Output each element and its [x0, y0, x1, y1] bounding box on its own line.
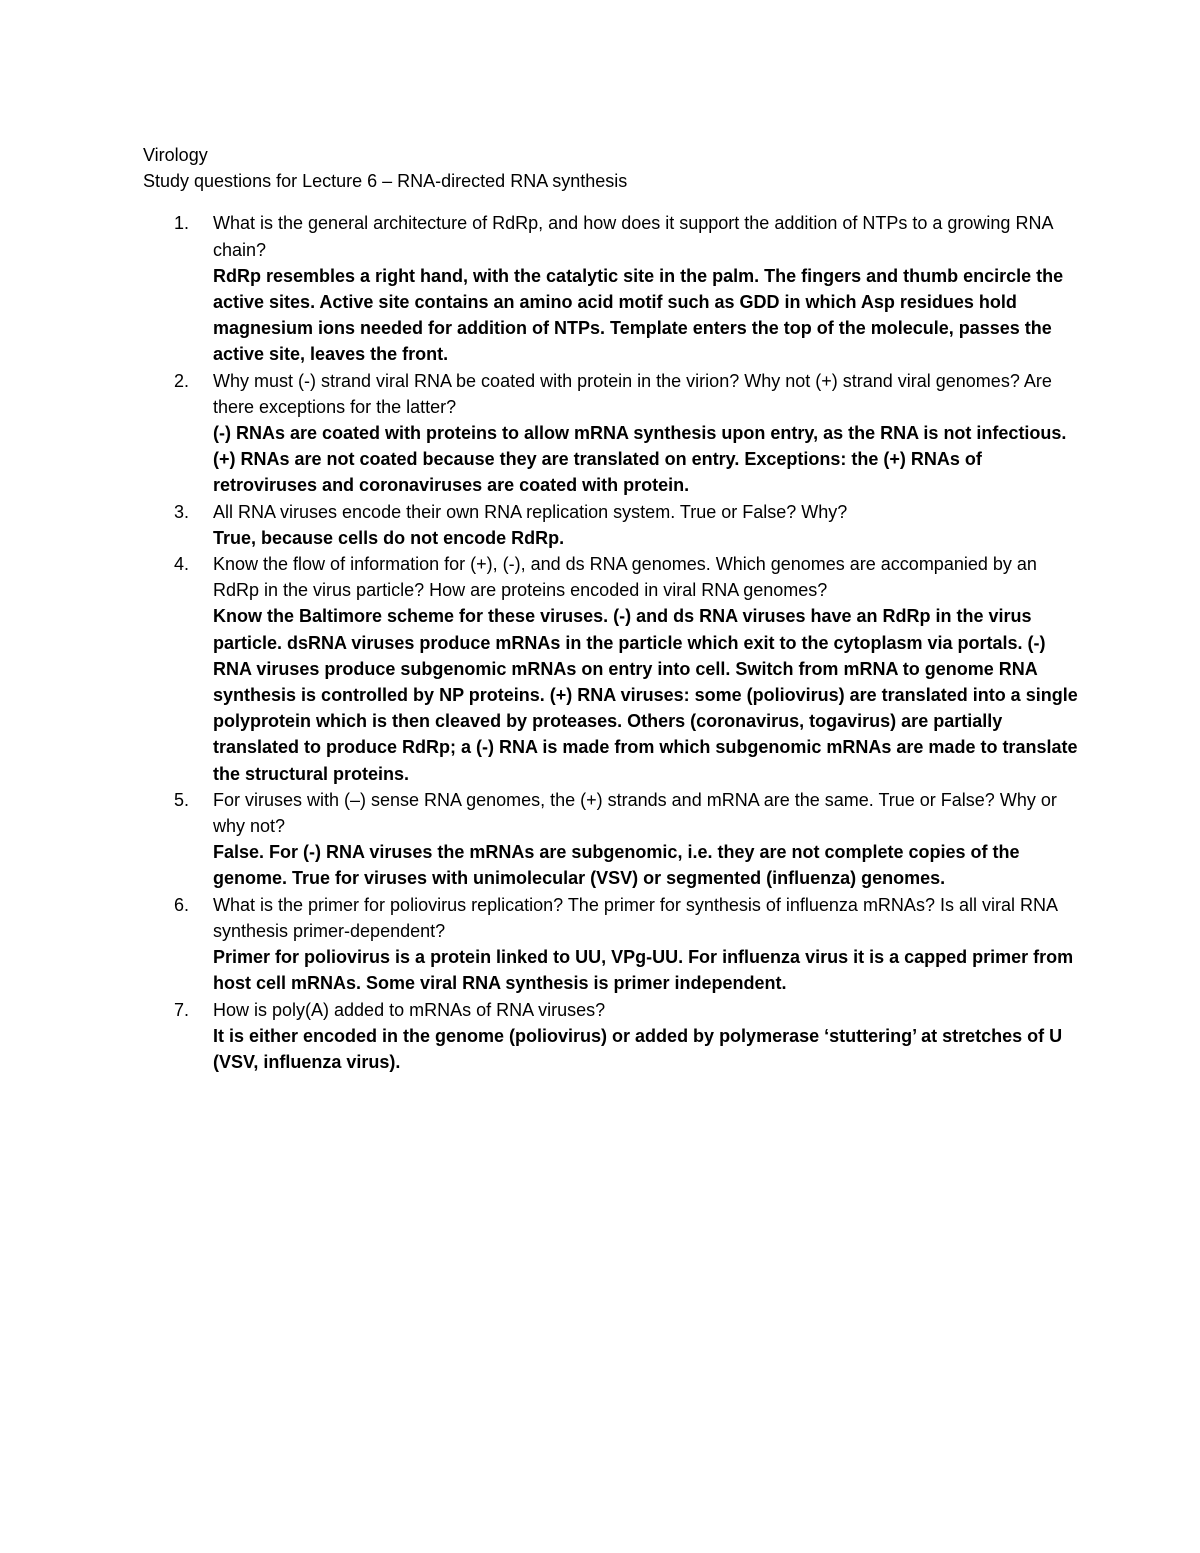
course-title: Virology [143, 145, 208, 165]
question-text: For viruses with (–) sense RNA genomes, the (+) strands and mRNA are the same. True or False? Why or why not? [213, 789, 1057, 837]
question-number: 4. [174, 554, 190, 575]
question-text: All RNA viruses encode their own RNA replication system. True or False? Why? [213, 501, 848, 522]
question-number: 5. [174, 789, 190, 810]
question-item-4 [143, 551, 1083, 787]
question-text: Why must (-) strand viral RNA be coated with protein in the virion? Why not (+) strand viral genomes? Are there exceptions for the latter? [213, 370, 1052, 417]
question-item-7 [143, 997, 1083, 1076]
answer-text: It is either encoded in the genome (poliovirus) or added by polymerase ‘stuttering’ at stretches of U (VSV, influenza virus). [213, 1025, 1063, 1072]
question-item-5 [143, 787, 1083, 892]
document-subtitle: Study questions for Lecture 6 – RNA-directed RNA synthesis [143, 171, 628, 192]
question-number: 1. [174, 213, 190, 234]
answer-text: False. For (-) RNA viruses the mRNAs are subgenomic, i.e. they are not complete copies of the genome. True for viruses with unimolecular (VSV) or segmented (influenza) genomes. [213, 842, 1020, 889]
question-item-3 [143, 499, 1083, 551]
question-text: Know the flow of information for (+), (-), and ds RNA genomes. Which genomes are accompanied by an RdRp in the virus particle? How are proteins encoded in viral RNA genomes? [213, 554, 1037, 601]
document-content [143, 142, 1083, 1075]
question-item-2 [143, 368, 1083, 499]
question-item-6 [143, 892, 1083, 997]
question-number: 3. [174, 501, 190, 522]
question-text: What is the primer for poliovirus replication? The primer for synthesis of influenza mRNAs? Is all viral RNA synthesis primer-dependent? [213, 894, 1057, 941]
answer-text: (-) RNAs are coated with proteins to allow mRNA synthesis upon entry, as the RNA is not infectious. (+) RNAs are not coated because they are translated on entry. Exceptions: the (+) RNAs of retroviruses and coronaviruses are coated with protein. [213, 423, 1067, 496]
question-list [143, 210, 1083, 1075]
question-text: What is the general architecture of RdRp, and how does it support the addition of NTPs to a growing RNA chain? [213, 213, 1053, 260]
question-number: 6. [174, 894, 190, 915]
question-text: How is poly(A) added to mRNAs of RNA viruses? [213, 999, 606, 1020]
question-number: 7. [174, 999, 190, 1020]
question-item-1 [143, 210, 1083, 367]
answer-text: Know the Baltimore scheme for these viruses. (-) and ds RNA viruses have an RdRp in the virus particle. dsRNA viruses produce mRNAs in the particle which exit to the cytoplasm via portals. (-) RNA viruses produce subgenomic mRNAs on entry into cell. Switch from mRNA to genome RNA synthesis is controlled by NP proteins. (+) RNA viruses: some (poliovirus) are translated into a single polyprotein which is then cleaved by proteases. Others (coronavirus, togavirus) are partially translated to produce RdRp; a (-) RNA is made from which subgenomic mRNAs are made to translate the structural proteins. [213, 606, 1078, 784]
answer-text: RdRp resembles a right hand, with the catalytic site in the palm. The fingers and thumb encircle the active sites. Active site contains an amino acid motif such as GDD in which Asp residues hold magnesium ions needed for addition of NTPs. Template enters the top of the molecule, passes the active site, leaves the front. [213, 265, 1064, 365]
answer-text: Primer for poliovirus is a protein linked to UU, VPg-UU. For influenza virus it is a capped primer from host cell mRNAs. Some viral RNA synthesis is primer independent. [213, 947, 1074, 994]
answer-text: True, because cells do not encode RdRp. [213, 527, 565, 548]
question-number: 2. [174, 370, 190, 391]
